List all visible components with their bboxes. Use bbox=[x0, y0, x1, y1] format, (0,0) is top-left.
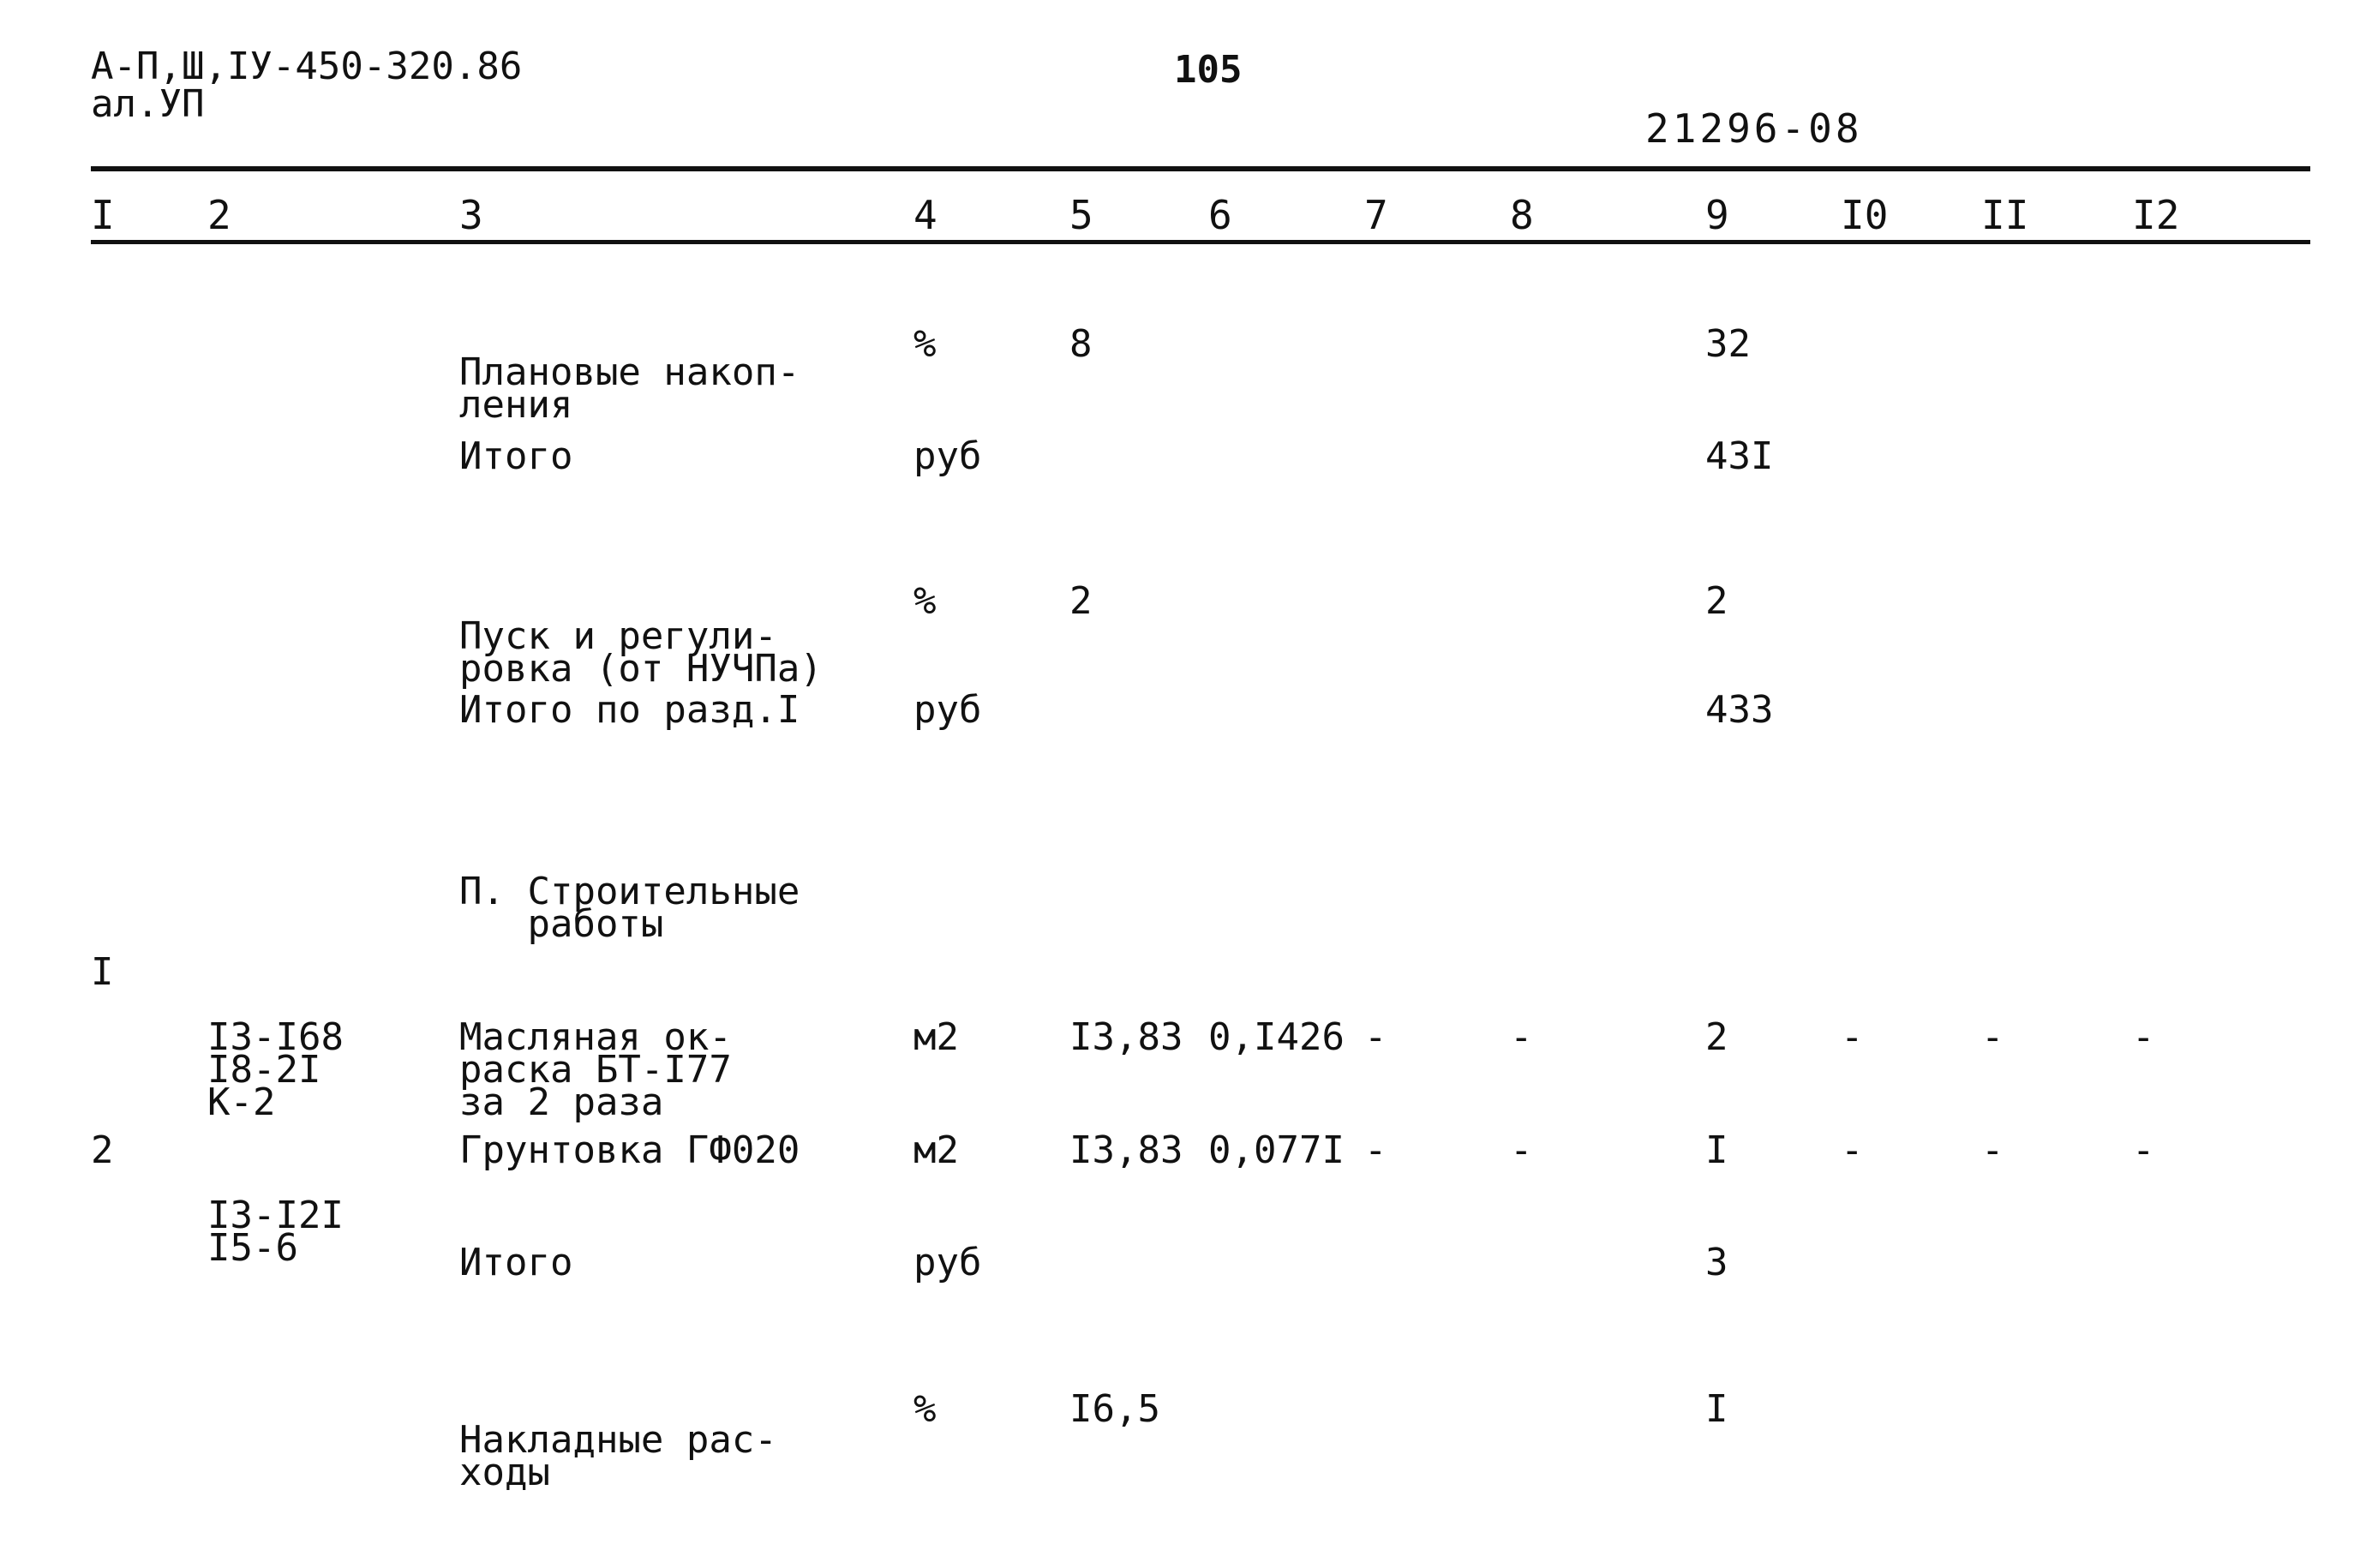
column-number: 6 bbox=[1208, 192, 1232, 238]
price-code: I3-I68 I8-2I К-2 bbox=[207, 1015, 344, 1124]
column-number: 3 bbox=[459, 192, 483, 238]
document-code: А-П,Ш,IУ-450-320.86 bbox=[91, 45, 523, 88]
item-name: Итого по разд.I bbox=[459, 688, 800, 732]
column-number: I bbox=[91, 192, 115, 238]
page-number: 105 bbox=[1174, 48, 1243, 92]
unit: м2 bbox=[913, 1015, 959, 1059]
item-name: Плановые накоп- ления bbox=[459, 350, 800, 427]
item-name: Пуск и регули- ровка (от НУЧПа) bbox=[459, 614, 823, 691]
unit: руб bbox=[913, 1241, 982, 1284]
item-name: Грунтовка ГФ020 bbox=[459, 1128, 800, 1172]
value-dash: - bbox=[1364, 1128, 1387, 1172]
column-number: I0 bbox=[1841, 192, 1889, 238]
row-number: 2 bbox=[91, 1128, 114, 1172]
column-number: 8 bbox=[1510, 192, 1534, 238]
item-name: Итого bbox=[459, 1241, 573, 1284]
item-name: Масляная ок- раска БТ-I77 за 2 раза bbox=[459, 1015, 732, 1124]
value-dash: - bbox=[1510, 1015, 1533, 1059]
value-dash: - bbox=[1841, 1015, 1864, 1059]
document-number: 21296-08 bbox=[1645, 105, 1863, 152]
quantity: I6,5 bbox=[1069, 1387, 1160, 1431]
unit: руб bbox=[913, 434, 982, 478]
value-dash: - bbox=[1364, 1015, 1387, 1059]
column-number: 2 bbox=[207, 192, 231, 238]
price-code: I3-I2I I5-6 bbox=[207, 1194, 344, 1270]
unit-rate: 0,I426 bbox=[1208, 1015, 1345, 1059]
value-dash: - bbox=[2132, 1015, 2155, 1059]
total: 3 bbox=[1705, 1241, 1728, 1284]
quantity: I3,83 bbox=[1069, 1128, 1183, 1172]
unit: % bbox=[913, 579, 937, 623]
unit-rate: 0,077I bbox=[1208, 1128, 1345, 1172]
unit: руб bbox=[913, 688, 982, 732]
unit: % bbox=[913, 1387, 937, 1431]
header-rule-bottom bbox=[91, 240, 2310, 244]
column-number: 4 bbox=[913, 192, 937, 238]
column-number: 9 bbox=[1705, 192, 1729, 238]
value-dash: - bbox=[1510, 1128, 1533, 1172]
row-number: I bbox=[91, 950, 114, 994]
total: 2 bbox=[1705, 579, 1728, 623]
quantity: 8 bbox=[1069, 322, 1093, 366]
value-dash: - bbox=[1981, 1128, 2004, 1172]
album-number: ал.УП bbox=[91, 82, 205, 126]
column-number: 5 bbox=[1069, 192, 1093, 238]
total: 2 bbox=[1705, 1015, 1728, 1059]
column-number: II bbox=[1981, 192, 2029, 238]
quantity: 2 bbox=[1069, 579, 1093, 623]
total: 433 bbox=[1705, 688, 1774, 732]
header-rule-top bbox=[91, 166, 2310, 171]
item-name: Накладные рас- ходы bbox=[459, 1418, 777, 1494]
total: I bbox=[1705, 1128, 1728, 1172]
value-dash: - bbox=[1981, 1015, 2004, 1059]
total: I bbox=[1705, 1387, 1728, 1431]
unit: м2 bbox=[913, 1128, 959, 1172]
unit: % bbox=[913, 322, 937, 366]
column-number: 7 bbox=[1364, 192, 1388, 238]
total: 43I bbox=[1705, 434, 1774, 478]
column-number: I2 bbox=[2132, 192, 2180, 238]
quantity: I3,83 bbox=[1069, 1015, 1183, 1059]
value-dash: - bbox=[2132, 1128, 2155, 1172]
section-heading: П. Строительные работы bbox=[459, 870, 800, 946]
total: 32 bbox=[1705, 322, 1751, 366]
item-name: Итого bbox=[459, 434, 573, 478]
value-dash: - bbox=[1841, 1128, 1864, 1172]
